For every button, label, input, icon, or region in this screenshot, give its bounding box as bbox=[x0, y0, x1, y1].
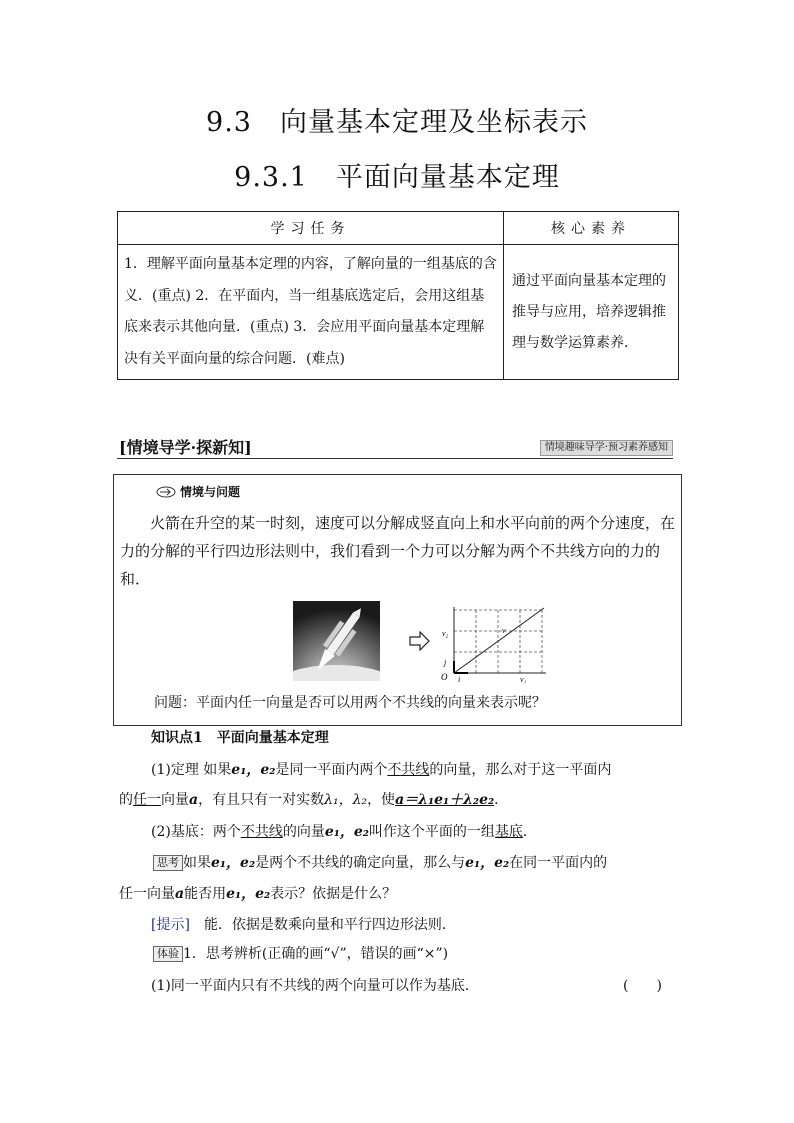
hint-line: [提示] 能．依据是数乘向量和平行四边形法则． bbox=[151, 917, 456, 933]
theorem-line-1: (1)定理 如果e₁，e₂是同一平面内两个不共线的向量，那么对于这一平面内 bbox=[151, 762, 612, 778]
goals-core: 通过平面向量基本定理的推导与应用，培养逻辑推理与数学运算素养． bbox=[504, 245, 679, 380]
basis-word: 基底 bbox=[494, 824, 523, 840]
figure-label-i: i bbox=[458, 675, 461, 683]
vector-decomposition-figure bbox=[440, 603, 556, 683]
think-line-1: 思考 如果e₁，e₂是两个不共线的确定向量，那么与e₁，e₂在同一平面内的 bbox=[153, 853, 607, 873]
section-title: 9.3.1 平面向量基本定理 bbox=[234, 162, 560, 193]
goals-tasks: 1．理解平面向量基本定理的内容，了解向量的一组基底的含义．(重点) 2．在平面内，当一组基底选定后，会用这组基底来表示其他向量．(重点) 3．会应用平面向量基本定理解决有关平面向量的综合问题．(难点) bbox=[118, 245, 504, 380]
goals-header-tasks: 学习任务 bbox=[118, 212, 504, 245]
theorem-noncollinear: 不共线 bbox=[387, 762, 430, 778]
rocket-badge-icon bbox=[156, 486, 176, 498]
section-header-title: [情境导学·探新知] bbox=[119, 438, 252, 457]
knowledge-heading: 知识点1 平面向量基本定理 bbox=[151, 730, 329, 746]
theorem-formula: a＝λ₁e₁＋λ₂e₂ bbox=[395, 792, 495, 808]
practice-item-1: (1)同一平面内只有不共线的两个向量可以作为基底． bbox=[151, 978, 479, 994]
scenario-text: 火箭在升空的某一时刻，速度可以分解成竖直向上和水平向前的两个分速度，在力的分解的平行四边形法则中，我们看到一个力可以分解为两个不共线方向的力的和． bbox=[120, 514, 676, 588]
section-header-tag: 情境趣味导学·预习素养感知 bbox=[540, 440, 673, 456]
practice-item-1-blank[interactable]: ( ) bbox=[623, 978, 662, 994]
scenario-label bbox=[156, 483, 240, 500]
think-line-2: 任一向量a能否用e₁，e₂表示？依据是什么？ bbox=[119, 886, 397, 902]
basis-noncollinear: 不共线 bbox=[240, 824, 283, 840]
figure-label-j: j bbox=[444, 658, 447, 667]
hint-label: [提示] bbox=[151, 917, 190, 933]
scenario-box bbox=[113, 474, 682, 726]
section-header bbox=[117, 434, 673, 459]
theorem-any: 任一 bbox=[133, 792, 161, 808]
theorem-line-2: 的任一向量a，有且只有一对实数λ₁，λ₂，使a＝λ₁e₁＋λ₂e₂． bbox=[119, 792, 509, 808]
practice-line: 体验 1．思考辨析(正确的画“√”，错误的画“×”) bbox=[153, 944, 448, 964]
figure-label-v2: v₂ bbox=[442, 629, 449, 638]
figure-label-v1: v₁ bbox=[520, 675, 527, 683]
arrow-right-icon bbox=[409, 631, 431, 651]
rocket-image bbox=[293, 601, 380, 681]
goals-header-core: 核心素养 bbox=[504, 212, 679, 245]
think-tag: 思考 bbox=[153, 855, 183, 871]
scenario-label-text: 情境与问题 bbox=[180, 485, 241, 499]
figure-label-o: O bbox=[441, 672, 448, 682]
rocket-launch-icon bbox=[293, 601, 380, 681]
scenario-question: 问题：平面内任一向量是否可以用两个不共线的向量来表示呢？ bbox=[154, 695, 546, 711]
goals-table bbox=[117, 211, 679, 380]
chapter-title: 9.3 向量基本定理及坐标表示 bbox=[206, 107, 588, 138]
basis-line: (2)基底：两个不共线的向量e₁，e₂叫作这个平面的一组基底． bbox=[151, 824, 537, 840]
practice-tag: 体验 bbox=[153, 946, 183, 962]
figure-label-v: v bbox=[502, 626, 506, 635]
